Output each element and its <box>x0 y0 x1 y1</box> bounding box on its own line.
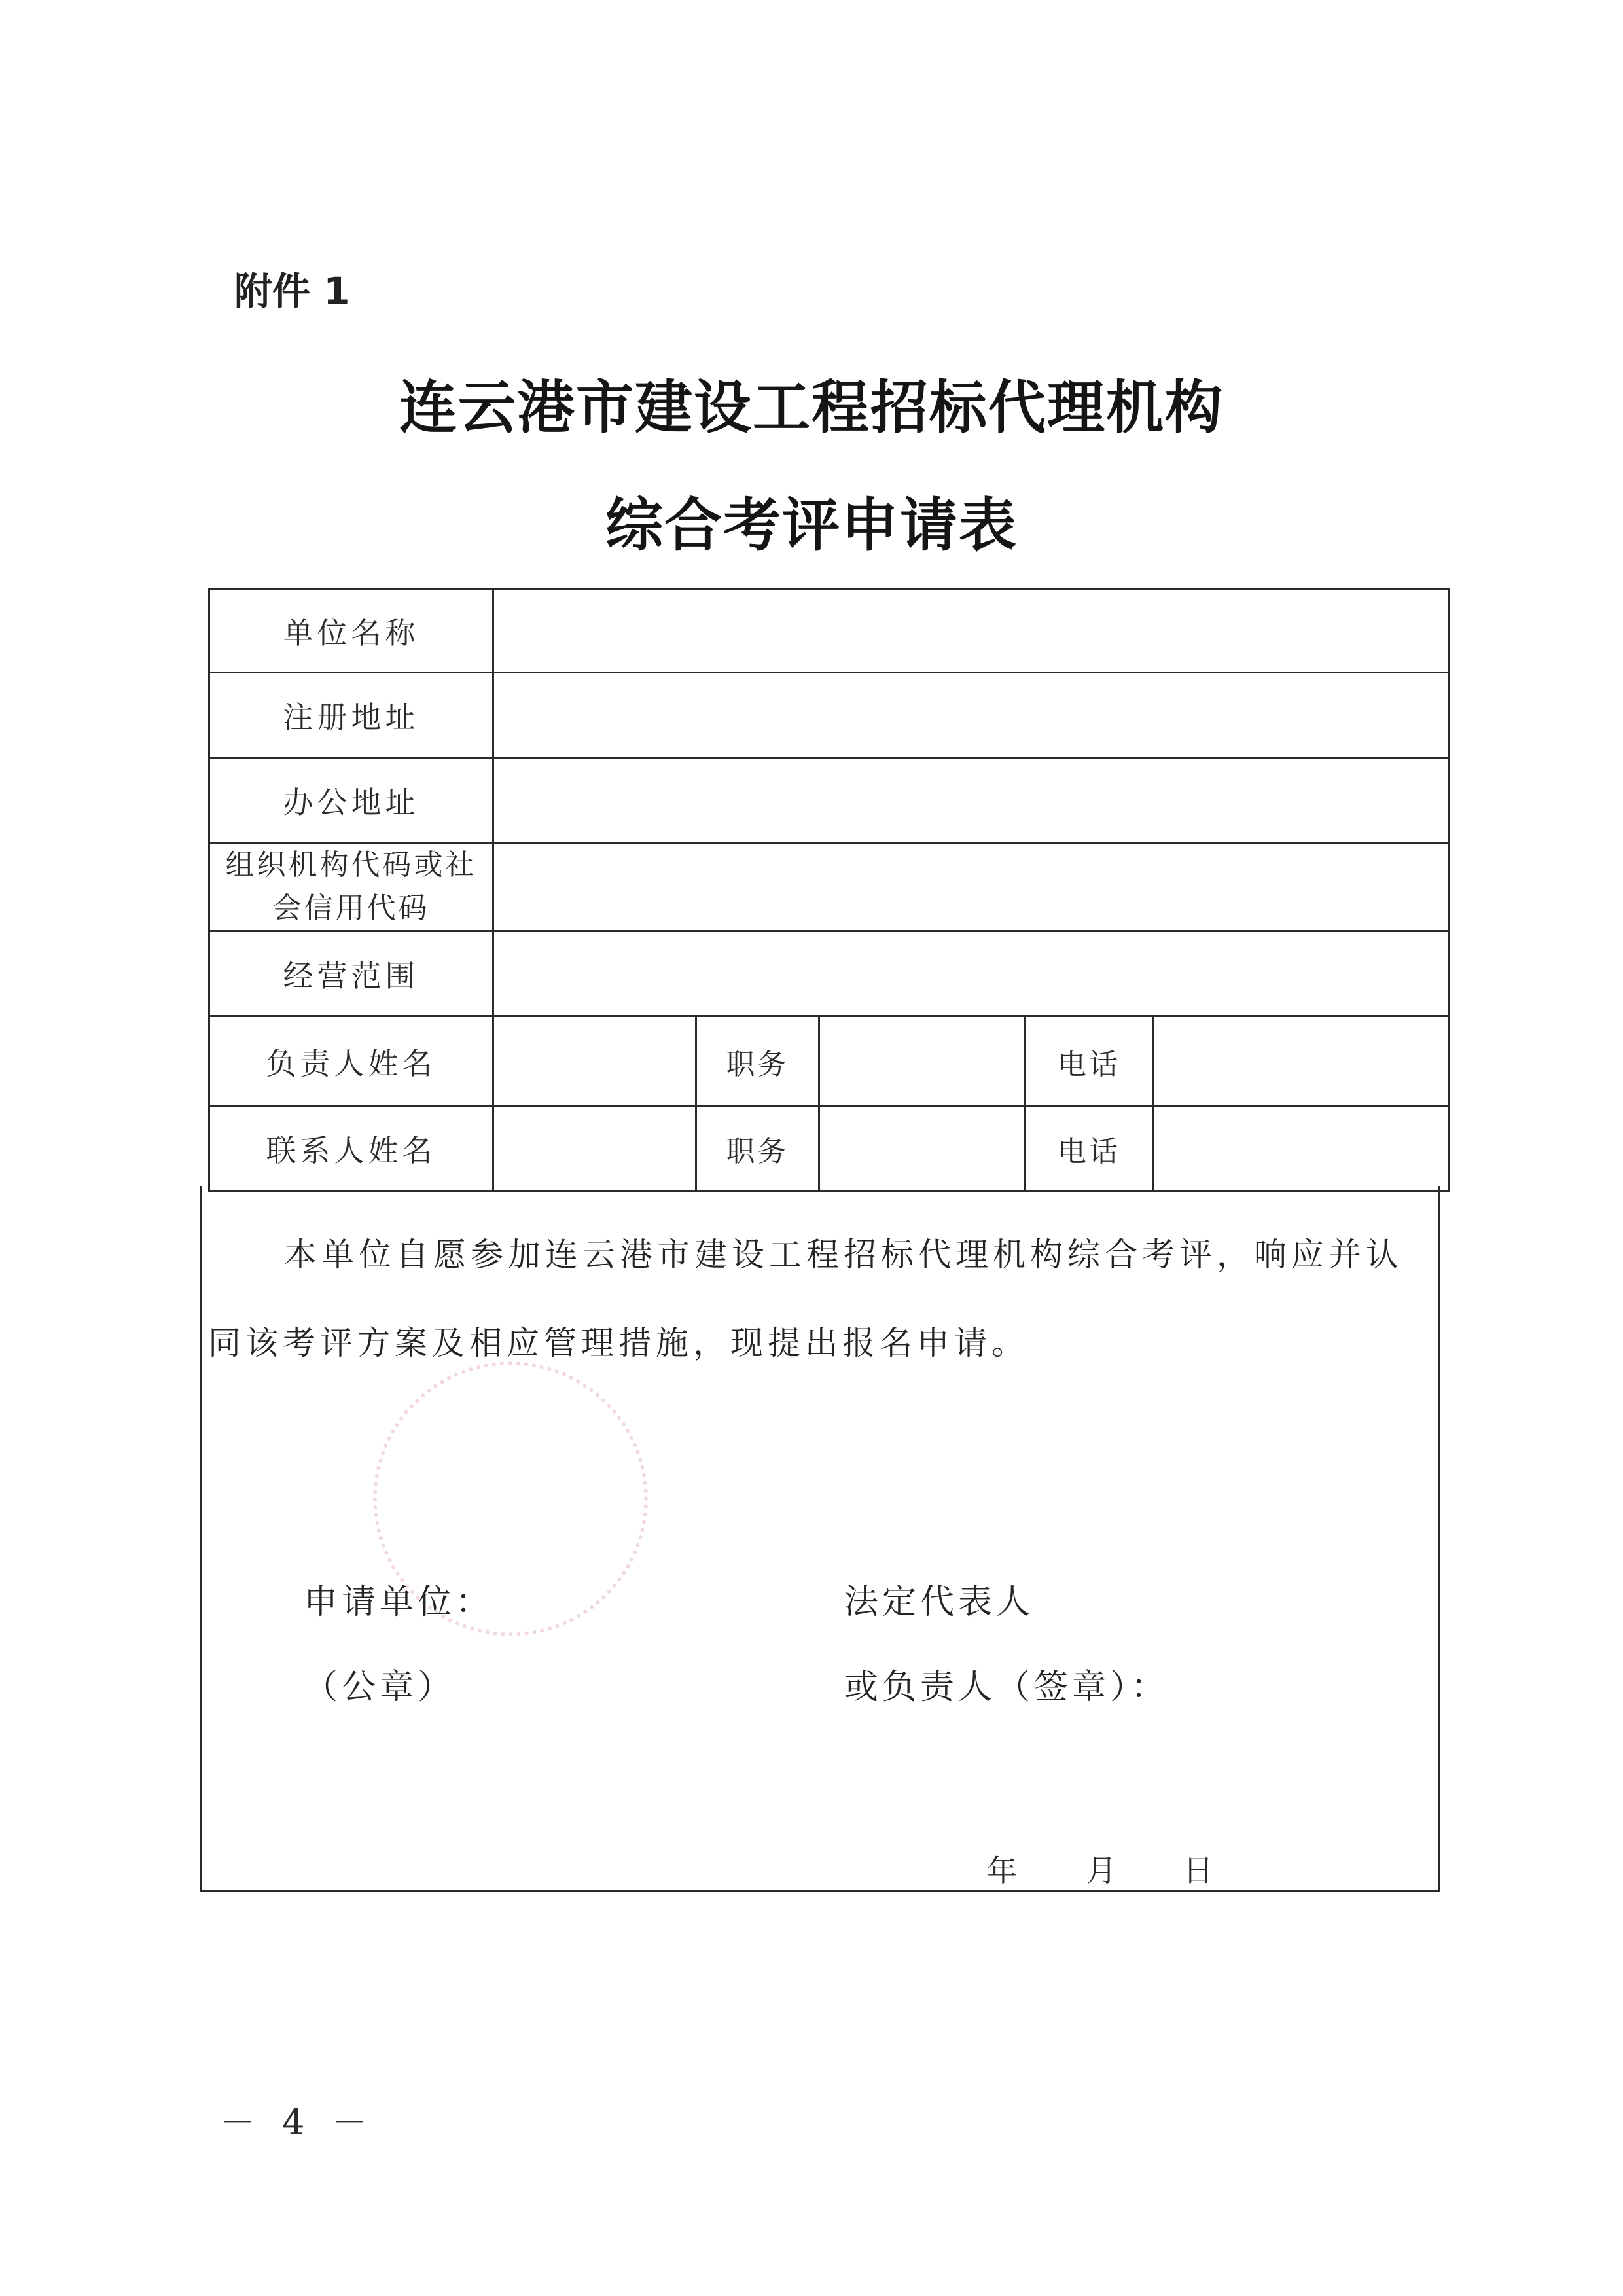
head-name-field[interactable] <box>493 1016 696 1107</box>
row-head <box>209 1016 1449 1107</box>
row-org-code <box>209 843 1449 931</box>
head-phone-field[interactable] <box>1153 1016 1449 1107</box>
contact-position-field[interactable] <box>819 1107 1026 1191</box>
legal-representative-label: 法定代表人 <box>844 1583 1035 1622</box>
row-unit-name <box>209 589 1449 673</box>
head-position-label: 职务 <box>696 1016 819 1107</box>
office-address-field[interactable] <box>493 758 1449 843</box>
unit-name-field[interactable] <box>493 589 1449 673</box>
contact-name-field[interactable] <box>493 1107 696 1191</box>
head-position-field[interactable] <box>819 1016 1026 1107</box>
attachment-label: 附件 1 <box>234 269 350 314</box>
date-day: 日 <box>1183 1853 1213 1888</box>
form-title-line1: 连云港市建设工程招标代理机构 <box>399 374 1224 441</box>
application-info-table <box>208 588 1450 1192</box>
contact-phone-label: 电话 <box>1026 1107 1153 1191</box>
registered-address-label: 注册地址 <box>209 673 493 758</box>
row-contact <box>209 1107 1449 1191</box>
registered-address-field[interactable] <box>493 673 1449 758</box>
row-office-address <box>209 758 1449 843</box>
row-registered-address <box>209 673 1449 758</box>
form-title-line2: 综合考评申请表 <box>605 492 1018 559</box>
contact-phone-field[interactable] <box>1153 1107 1449 1191</box>
org-code-label-line2: 会信用代码 <box>272 891 430 925</box>
head-signature-label: 或负责人（签章）： <box>844 1668 1169 1707</box>
unit-name-label: 单位名称 <box>209 589 493 673</box>
page-number: － 4 － <box>220 2102 375 2143</box>
application-statement: 本单位自愿参加连云港市建设工程招标代理机构综合考评，响应并认同该考评方案及相应管理措施，现提出报名申请。 <box>208 1236 1403 1362</box>
business-scope-field[interactable] <box>493 931 1449 1016</box>
date-month: 月 <box>1086 1853 1116 1888</box>
applicant-unit-label: 申请单位： <box>304 1583 494 1622</box>
date-year: 年 <box>987 1853 1017 1888</box>
org-code-label-line1: 组织机构代码或社 <box>225 848 477 882</box>
head-phone-label: 电话 <box>1026 1016 1153 1107</box>
official-seal-label: （公章） <box>304 1668 456 1707</box>
row-business-scope <box>209 931 1449 1016</box>
office-address-label: 办公地址 <box>209 758 493 843</box>
business-scope-label: 经营范围 <box>209 931 493 1016</box>
contact-name-label: 联系人姓名 <box>209 1107 493 1191</box>
org-code-field[interactable] <box>493 843 1449 931</box>
org-code-label <box>209 843 493 931</box>
head-name-label: 负责人姓名 <box>209 1016 493 1107</box>
contact-position-label: 职务 <box>696 1107 819 1191</box>
